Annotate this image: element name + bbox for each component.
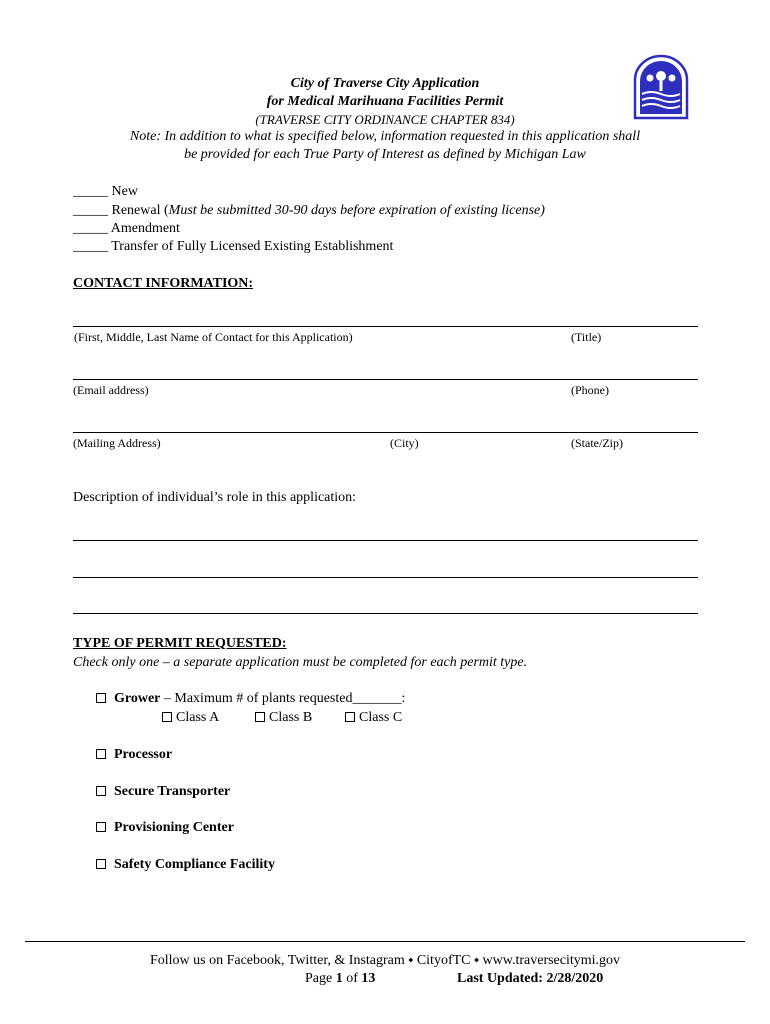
option-label: Processor <box>114 747 173 762</box>
last-updated: Last Updated: 2/28/2020 <box>457 971 604 986</box>
role-description-line[interactable] <box>73 577 698 578</box>
email-phone-field[interactable] <box>73 379 698 380</box>
option-label: Secure Transporter <box>114 784 231 799</box>
note-line-1: Note: In addition to what is specified below, information requested in this application shall <box>129 129 641 144</box>
class-label: Class C <box>359 710 403 725</box>
title-field-label: (Title) <box>571 330 602 344</box>
footer-divider <box>25 941 745 942</box>
phone-field-label: (Phone) <box>571 383 609 397</box>
note-line-2: be provided for each True Party of Interest as defined by Michigan Law <box>184 147 586 162</box>
permit-heading: TYPE OF PERMIT REQUESTED: <box>73 636 287 651</box>
class-label: Class A <box>176 710 220 725</box>
blank-line[interactable]: _____ <box>73 239 108 254</box>
app-type-new <box>73 184 138 200</box>
role-description-line[interactable] <box>73 613 698 614</box>
provisioning-center-option <box>96 820 234 836</box>
email-field-label: (Email address) <box>73 383 149 397</box>
provisioning-center-checkbox[interactable] <box>96 822 106 832</box>
grower-checkbox[interactable] <box>96 693 106 703</box>
class-a-option <box>162 710 219 726</box>
app-type-label: Transfer of Fully Licensed Existing Establishment <box>111 239 394 254</box>
page-total: 13 <box>361 971 376 986</box>
page-number <box>305 971 375 987</box>
title-line-2: for Medical Marihuana Facilities Permit <box>266 94 504 109</box>
app-type-amendment <box>73 221 180 237</box>
city-field-label: (City) <box>390 436 419 450</box>
class-c-option <box>345 710 402 726</box>
blank-line[interactable]: _____ <box>73 203 108 218</box>
city-logo-icon <box>632 54 690 120</box>
class-a-checkbox[interactable] <box>162 712 172 722</box>
name-title-field[interactable] <box>73 326 698 327</box>
state-zip-field-label: (State/Zip) <box>571 436 623 450</box>
app-type-transfer <box>73 239 393 255</box>
ordinance-subtitle: (TRAVERSE CITY ORDINANCE CHAPTER 834) <box>255 112 515 127</box>
role-description-line[interactable] <box>73 540 698 541</box>
title-line-1: City of Traverse City Application <box>290 76 480 91</box>
page-prefix: Page <box>305 971 336 986</box>
secure-transporter-checkbox[interactable] <box>96 786 106 796</box>
app-type-label: Amendment <box>110 221 180 236</box>
mailing-address-field[interactable] <box>73 432 698 433</box>
blank-line[interactable]: _____ <box>73 184 108 199</box>
mailing-field-label: (Mailing Address) <box>73 436 161 450</box>
grower-option <box>96 691 405 707</box>
secure-transporter-option <box>96 784 230 800</box>
processor-option <box>96 747 172 763</box>
processor-checkbox[interactable] <box>96 749 106 759</box>
permit-instruction: Check only one – a separate application must be completed for each permit type. <box>73 655 528 670</box>
page-current: 1 <box>335 971 343 986</box>
class-b-option <box>255 710 312 726</box>
contact-heading: CONTACT INFORMATION: <box>73 276 254 291</box>
footer-follow-text: Follow us on Facebook, Twitter, & Instagram ⬩ CityofTC ⬩ www.traversecitymi.gov <box>149 953 621 968</box>
app-type-note: Must be submitted 30-90 days before expiration of existing license) <box>168 203 545 218</box>
safety-compliance-checkbox[interactable] <box>96 859 106 869</box>
app-type-label: New <box>111 184 138 199</box>
role-description-label: Description of individual’s role in this application: <box>73 490 357 505</box>
option-label: Safety Compliance Facility <box>114 857 275 872</box>
option-label: Provisioning Center <box>114 820 234 835</box>
name-field-label: (First, Middle, Last Name of Contact for this Application) <box>74 330 353 344</box>
page-of: of <box>342 971 362 986</box>
safety-compliance-option <box>96 857 275 873</box>
class-label: Class B <box>269 710 313 725</box>
app-type-label: Renewal ( <box>111 203 169 218</box>
class-c-checkbox[interactable] <box>345 712 355 722</box>
blank-line[interactable]: _____ <box>73 221 108 236</box>
class-b-checkbox[interactable] <box>255 712 265 722</box>
app-type-renewal <box>73 203 545 219</box>
grower-label: Grower <box>114 691 161 706</box>
grower-plants-field[interactable]: – Maximum # of plants requested_______: <box>160 691 406 706</box>
